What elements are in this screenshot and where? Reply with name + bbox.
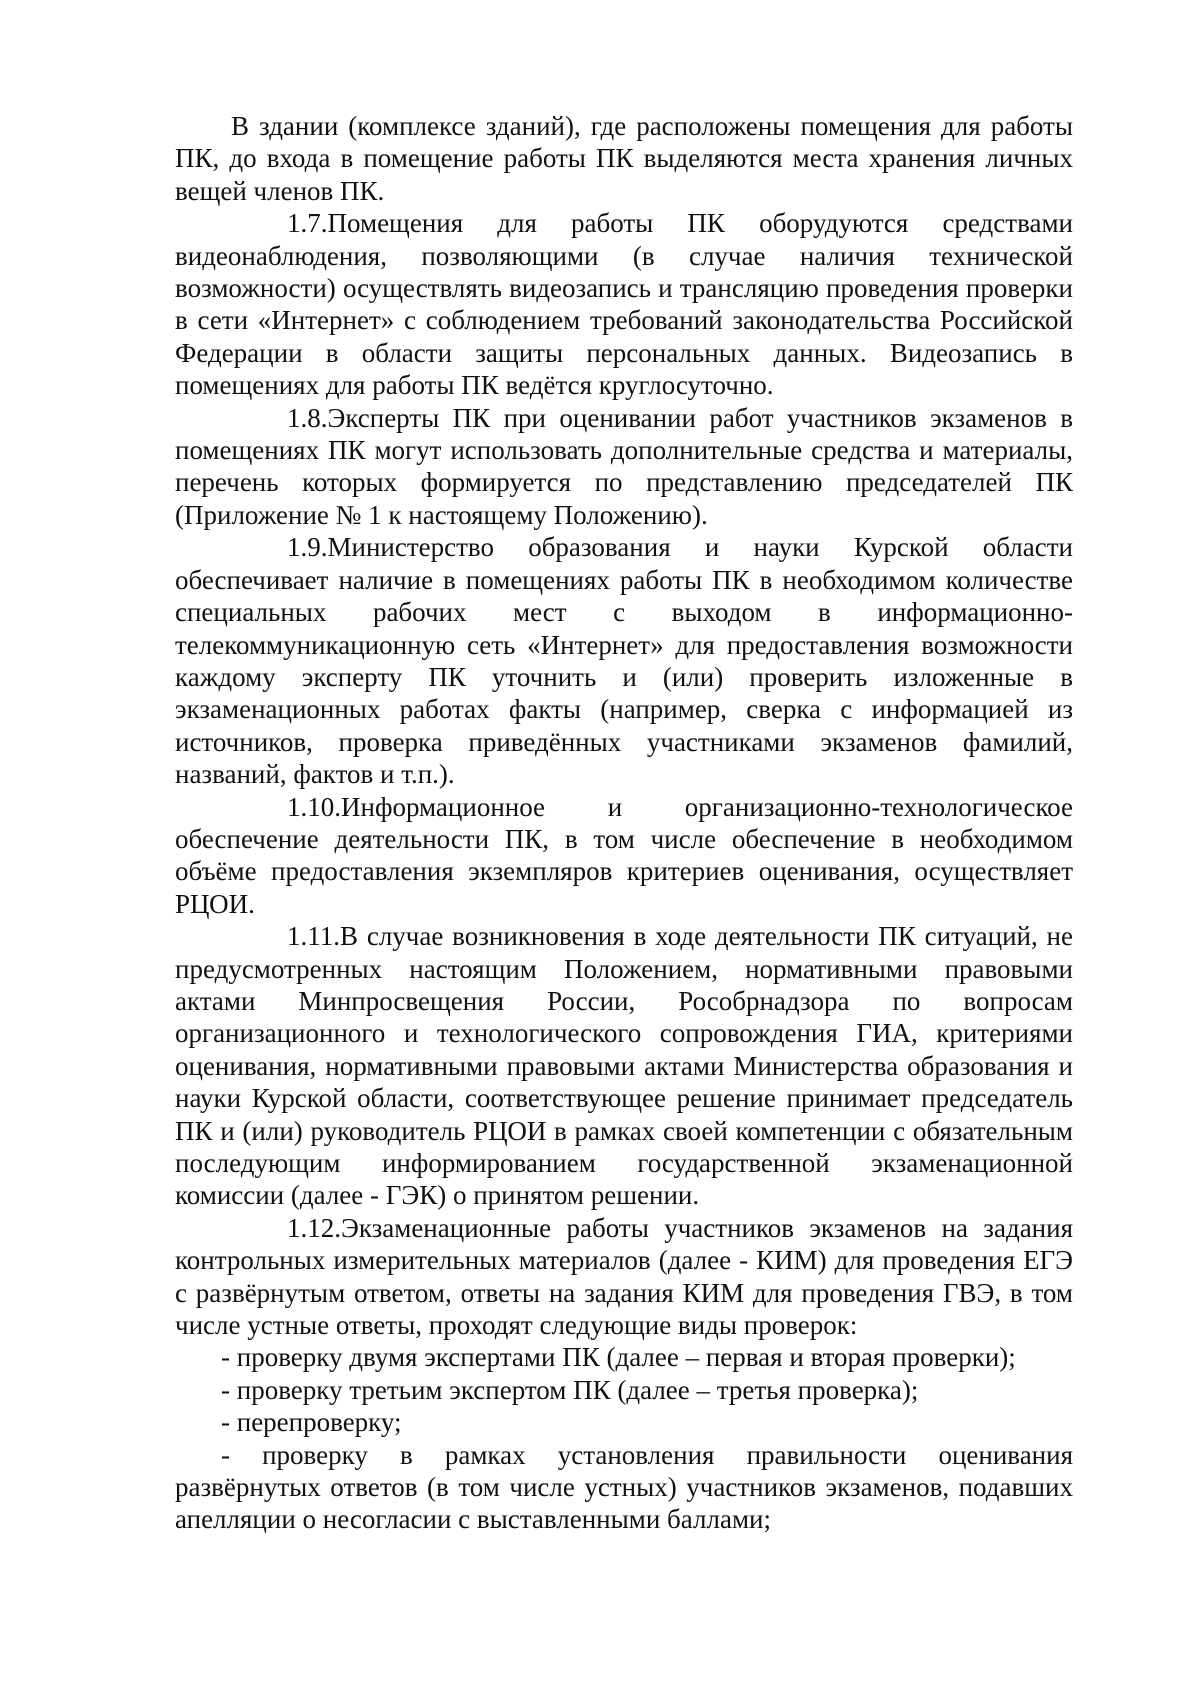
- clause-text: Информационное и организационно-технологическое обеспечение деятельности ПК, в том числе обеспечение в необходимом объёме предоставления экземпляров критериев оценивания, осуществляет РЦОИ.: [175, 791, 1073, 919]
- clause-number: 1.9.: [287, 532, 328, 563]
- document-page: [175, 110, 1073, 1536]
- clause-text: В случае возникновения в ходе деятельности ПК ситуаций, не предусмотренных настоящим Положением, нормативными правовыми актами Минпросвещения России, Рособрнадзора по вопросам организационного и технологического сопровождения ГИА, критериями оценивания, нормативными правовыми актами Министерства образования и науки Курской области, соответствующее решение принимает председатель ПК и (или) руководитель РЦОИ в рамках своей компетенции с обязательным последующим информированием государственной экзаменационной комиссии (далее - ГЭК) о принятом решении.: [175, 921, 1073, 1211]
- clause-number: 1.10.: [287, 791, 341, 822]
- clause-number: 1.8.: [287, 402, 328, 433]
- intro-paragraph: В здании (комплексе зданий), где расположены помещения для работы ПК, до входа в помещение работы ПК выделяются места хранения личных вещей членов ПК.: [175, 111, 1073, 206]
- list-item: - перепроверку;: [221, 1407, 402, 1438]
- clause-1-9: [175, 531, 1073, 790]
- list-item: - проверку двумя экспертами ПК (далее – первая и вторая проверки);: [221, 1342, 1016, 1373]
- clause-1-11: [175, 920, 1073, 1212]
- clause-number: 1.12.: [287, 1212, 341, 1243]
- clause-1-10: [175, 791, 1073, 921]
- list-item: - проверку третьим экспертом ПК (далее – третья проверка);: [221, 1374, 919, 1405]
- clause-number: 1.7.: [287, 208, 328, 239]
- clause-number: 1.11.: [287, 921, 340, 952]
- list-item: - проверку в рамках установления правильности оценивания развёрнутых ответов (в том числе устных) участников экзаменов, подавших апелляции о несогласии с выставленными баллами;: [175, 1439, 1073, 1535]
- clause-1-7: [175, 207, 1073, 401]
- clause-text: Министерство образования и науки Курской области обеспечивает наличие в помещениях работы ПК в необходимом количестве специальных рабочих мест с выходом в информационно-телекоммуникационную сеть «Интернет» для предоставления возможности каждому эксперту ПК уточнить и (или) проверить изложенные в экзаменационных работах факты (например, сверка с информацией из источников, проверка приведённых участниками экзаменов фамилий, названий, фактов и т.п.).: [175, 532, 1073, 790]
- clause-text: Экзаменационные работы участников экзаменов на задания контрольных измерительных материалов (далее - КИМ) для проведения ЕГЭ с развёрнутым ответом, ответы на задания КИМ для проведения ГВЭ, в том числе устные ответы, проходят следующие виды проверок:: [175, 1212, 1073, 1341]
- clause-1-12: [175, 1212, 1073, 1342]
- clause-text: Эксперты ПК при оценивании работ участников экзаменов в помещениях ПК могут использовать дополнительные средства и материалы, перечень которых формируется по представлению председателей ПК (Приложение № 1 к настоящему Положению).: [175, 402, 1073, 530]
- clause-1-8: [175, 402, 1073, 532]
- clause-text: Помещения для работы ПК оборудуются средствами видеонаблюдения, позволяющими (в случае наличия технической возможности) осуществлять видеозапись и трансляцию проведения проверки в сети «Интернет» с соблюдением требований законодательства Российской Федерации в области защиты персональных данных. Видеозапись в помещениях для работы ПК ведётся круглосуточно.: [175, 208, 1073, 401]
